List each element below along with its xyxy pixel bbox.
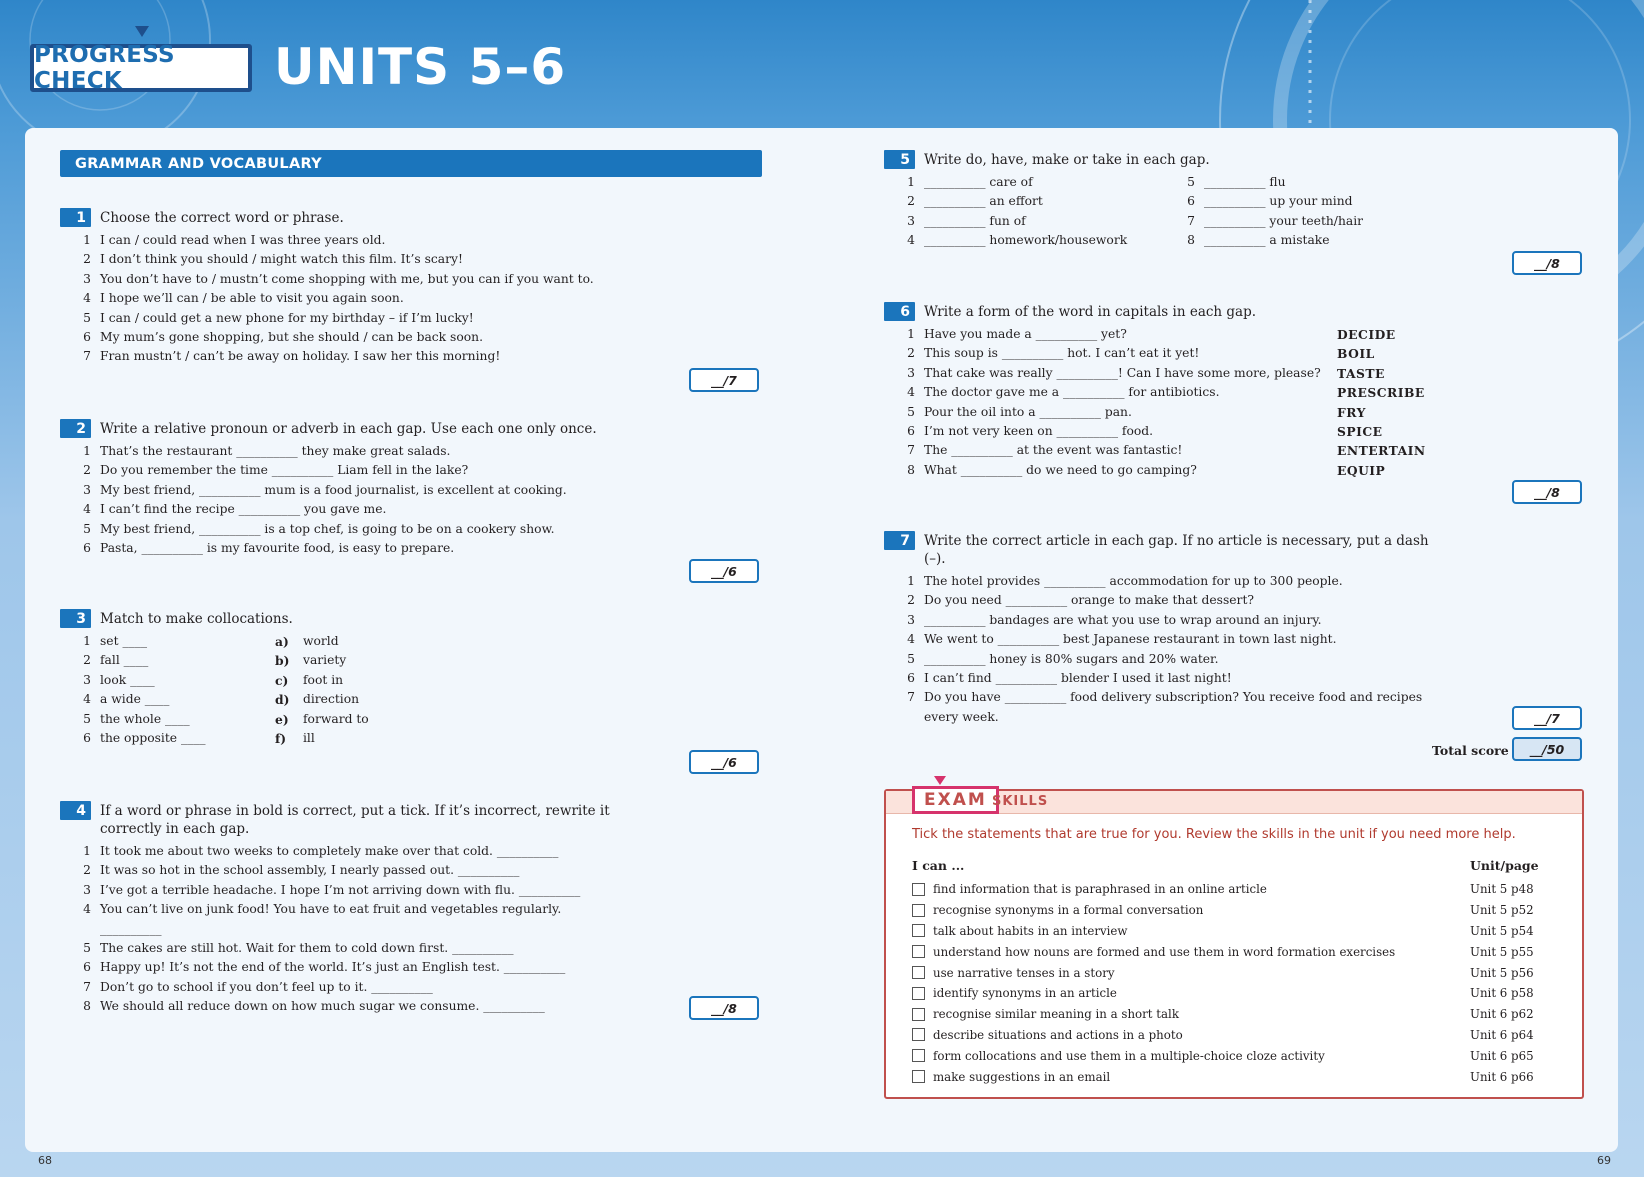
- unit-page: Unit 5 p56: [1470, 965, 1534, 980]
- list-item: [275, 690, 369, 709]
- match-right-column: [275, 632, 369, 748]
- item-text: foot in: [303, 672, 344, 687]
- item-text: the whole ____: [100, 711, 190, 726]
- item-text: I can’t find __________ blender I used it last night!: [924, 671, 1232, 686]
- item-text: __________ fun of: [924, 213, 1026, 228]
- item-number: 3: [907, 612, 915, 627]
- item-text: __________ homework/housework: [924, 233, 1128, 248]
- item-number: 4: [907, 632, 915, 647]
- item-number: c): [275, 672, 289, 688]
- item-number: 2: [907, 593, 915, 608]
- list-item: [60, 309, 760, 328]
- item-number: 7: [1187, 213, 1195, 228]
- checklist-row: [912, 983, 1542, 1004]
- item-text: Do you have __________ food delivery subscription? You receive food and recipes every week.: [924, 690, 1423, 724]
- item-number: 2: [83, 653, 91, 668]
- item-number: d): [275, 692, 290, 708]
- unit-column-header: Unit/page: [1470, 858, 1539, 873]
- item-number: 6: [1187, 194, 1195, 209]
- item-number: 5: [83, 310, 91, 325]
- list-item: [1164, 231, 1363, 250]
- item-number: 2: [907, 346, 915, 361]
- item-text: I can’t find the recipe __________ you gave me.: [100, 502, 387, 517]
- item-text: That cake was really __________! Can I have some more, please?: [924, 365, 1321, 380]
- match-columns: [60, 632, 760, 748]
- item-number: 2: [83, 863, 91, 878]
- item-list: [884, 572, 1444, 727]
- skill-statement: find information that is paraphrased in an online article: [933, 882, 1267, 897]
- item-number: 1: [83, 233, 91, 247]
- skill-statement: use narrative tenses in a story: [933, 965, 1115, 980]
- exercise-instruction: Write the correct article in each gap. If no article is necessary, put a dash (–).: [924, 533, 1429, 567]
- list-item: [60, 958, 620, 977]
- item-text: __________ care of: [924, 175, 1033, 189]
- list-item: [60, 690, 275, 709]
- list-item: [60, 500, 760, 519]
- exam-instruction: Tick the statements that are true for you. Review the skills in the unit if you need more help.: [912, 827, 1516, 842]
- item-number: 4: [83, 502, 91, 517]
- unit-page: Unit 5 p52: [1470, 903, 1534, 918]
- item-text: Pasta, __________ is my favourite food, is easy to prepare.: [100, 541, 455, 556]
- item-list: [884, 325, 1584, 480]
- list-item: [275, 671, 369, 690]
- list-item: [884, 669, 1444, 688]
- checklist-row: [912, 879, 1542, 900]
- item-number: 4: [83, 692, 91, 707]
- list-item: [884, 422, 1584, 441]
- item-number: 7: [83, 349, 91, 364]
- score-box-2[interactable]: __/6: [689, 559, 759, 583]
- exercise-number: 3: [60, 609, 91, 628]
- skill-statement: recognise synonyms in a formal conversation: [933, 903, 1204, 918]
- skill-statement: talk about habits in an interview: [933, 923, 1128, 938]
- capital-word: ENTERTAIN: [1337, 443, 1426, 459]
- list-item: [884, 591, 1444, 610]
- list-item: [1164, 173, 1363, 192]
- item-number: 6: [83, 541, 91, 556]
- item-text: __________ a mistake: [1204, 233, 1330, 248]
- list-item: [60, 997, 620, 1016]
- item-text: My best friend, __________ mum is a food journalist, is excellent at cooking.: [100, 482, 567, 497]
- item-number: 6: [907, 424, 915, 439]
- checklist-header: [912, 857, 1542, 875]
- item-number: e): [275, 711, 289, 727]
- score-box-6[interactable]: __/8: [1512, 480, 1582, 504]
- capital-word: FRY: [1337, 404, 1366, 420]
- checklist-row: [912, 962, 1542, 983]
- item-text: What __________ do we need to go camping?: [924, 462, 1197, 477]
- list-item: [884, 688, 1444, 727]
- list-item: [884, 403, 1584, 422]
- checklist-row: [912, 1045, 1542, 1066]
- exercise-1: [60, 208, 760, 367]
- item-number: 3: [83, 672, 91, 687]
- list-item: [884, 212, 1164, 231]
- item-text: I hope we’ll can / be able to visit you again soon.: [100, 291, 404, 306]
- list-item: [60, 710, 275, 729]
- list-item: [275, 710, 369, 729]
- item-text: forward to: [303, 711, 369, 726]
- list-item: [60, 520, 760, 539]
- exercise-instruction: Write do, have, make or take in each gap.: [924, 152, 1210, 168]
- item-number: 4: [907, 233, 915, 248]
- item-text: You don’t have to / mustn’t come shopping with me, but you can if you want to.: [100, 271, 594, 286]
- checklist-row: [912, 921, 1542, 942]
- list-item: [60, 347, 760, 366]
- checklist-row: [912, 941, 1542, 962]
- capital-word: SPICE: [1337, 424, 1383, 440]
- match-left-column: [60, 632, 275, 748]
- item-text: It took me about two weeks to completely make over that cold. __________: [100, 844, 559, 858]
- unit-page: Unit 5 p48: [1470, 882, 1534, 897]
- list-item: [60, 900, 620, 939]
- item-text: This soup is __________ hot. I can’t eat it yet!: [924, 346, 1200, 361]
- list-item: [275, 729, 369, 748]
- capital-word: PRESCRIBE: [1337, 385, 1425, 401]
- item-number: 1: [83, 844, 91, 858]
- item-number: 7: [907, 443, 915, 458]
- item-list: [60, 442, 760, 558]
- checkbox[interactable]: [912, 1008, 925, 1021]
- score-box-7[interactable]: __/7: [1512, 706, 1582, 730]
- exercise-5: [884, 150, 1584, 251]
- item-number: 7: [907, 690, 915, 705]
- list-item: [60, 270, 760, 289]
- unit-page: Unit 5 p54: [1470, 923, 1534, 938]
- checkbox[interactable]: [912, 1028, 925, 1041]
- checkbox[interactable]: [912, 883, 925, 896]
- exercise-number: 1: [60, 208, 91, 227]
- skill-statement: recognise similar meaning in a short talk: [933, 1007, 1179, 1022]
- skill-statement: understand how nouns are formed and use them in word formation exercises: [933, 944, 1396, 959]
- item-number: 6: [83, 731, 91, 746]
- capital-word: TASTE: [1337, 365, 1385, 381]
- score-box-4[interactable]: __/8: [689, 996, 759, 1020]
- score-box-5[interactable]: __/8: [1512, 251, 1582, 275]
- item-number: 1: [907, 327, 915, 341]
- item-text: We should all reduce down on how much sugar we consume. __________: [100, 999, 545, 1014]
- total-score-box[interactable]: __/50: [1512, 737, 1582, 761]
- item-number: 2: [907, 194, 915, 209]
- list-item: [884, 611, 1444, 630]
- item-text: My mum’s gone shopping, but she should / can be back soon.: [100, 330, 483, 345]
- score-box-3[interactable]: __/6: [689, 750, 759, 774]
- item-number: 3: [907, 213, 915, 228]
- two-column-items: [884, 173, 1584, 251]
- checkbox[interactable]: [912, 904, 925, 917]
- progress-check-badge: PROGRESS CHECK: [30, 44, 252, 92]
- checkbox[interactable]: [912, 987, 925, 1000]
- checkbox[interactable]: [912, 966, 925, 979]
- item-number: 5: [83, 711, 91, 726]
- unit-page: Unit 5 p55: [1470, 944, 1534, 959]
- item-text: ill: [303, 731, 315, 746]
- item-text: We went to __________ best Japanese restaurant in town last night.: [924, 632, 1337, 647]
- exercise-number: 2: [60, 419, 91, 438]
- exercise-2: [60, 419, 760, 558]
- item-text: You can’t live on junk food! You have to eat fruit and vegetables regularly. __________: [100, 902, 562, 936]
- item-number: 8: [1187, 233, 1195, 248]
- list-item: [884, 461, 1584, 480]
- item-number: 5: [907, 651, 915, 666]
- item-number: 5: [83, 941, 91, 956]
- item-text: The hotel provides __________ accommodation for up to 300 people.: [924, 574, 1343, 588]
- item-text: The cakes are still hot. Wait for them to cold down first. __________: [100, 941, 514, 956]
- capital-word: BOIL: [1337, 346, 1375, 362]
- item-text: the opposite ____: [100, 731, 206, 746]
- list-item: [1164, 192, 1363, 211]
- total-score-label: Total score: [1432, 743, 1509, 758]
- unit-page: Unit 6 p62: [1470, 1007, 1534, 1022]
- item-list: [60, 231, 760, 367]
- item-text: direction: [303, 692, 360, 707]
- item-number: 6: [83, 960, 91, 975]
- item-text: __________ bandages are what you use to wrap around an injury.: [924, 612, 1322, 627]
- list-item: [884, 441, 1584, 460]
- item-text: I can / could get a new phone for my birthday – if I’m lucky!: [100, 310, 474, 325]
- item-number: 5: [1187, 175, 1195, 189]
- checkbox[interactable]: [912, 924, 925, 937]
- list-item: [60, 939, 620, 958]
- list-item: [884, 344, 1584, 363]
- item-number: 8: [907, 462, 915, 477]
- item-number: 5: [83, 521, 91, 536]
- item-number: 4: [83, 291, 91, 306]
- exercise-number: 4: [60, 801, 91, 820]
- item-number: 8: [83, 999, 91, 1014]
- list-item: [60, 729, 275, 748]
- item-number: 1: [907, 574, 915, 588]
- item-number: b): [275, 653, 290, 669]
- list-item: [884, 650, 1444, 669]
- item-text: world: [303, 634, 339, 648]
- exercise-instruction: Match to make collocations.: [100, 611, 293, 627]
- skill-statement: describe situations and actions in a photo: [933, 1027, 1183, 1042]
- list-item: [275, 632, 369, 651]
- list-item: [60, 978, 620, 997]
- item-number: 4: [83, 902, 91, 917]
- item-number: 5: [907, 404, 915, 419]
- right-column: [1164, 173, 1363, 251]
- item-text: Don’t go to school if you don’t feel up to it. __________: [100, 979, 433, 994]
- item-text: The doctor gave me a __________ for antibiotics.: [924, 385, 1220, 400]
- checklist-rows: [912, 879, 1542, 1087]
- list-item: [1164, 212, 1363, 231]
- item-text: My best friend, __________ is a top chef, is going to be on a cookery show.: [100, 521, 555, 536]
- left-column: [884, 173, 1164, 251]
- item-number: 2: [83, 252, 91, 267]
- exercise-6: [884, 302, 1584, 480]
- exercise-instruction: Write a relative pronoun or adverb in each gap. Use each one only once.: [100, 421, 597, 437]
- item-text: That’s the restaurant __________ they make great salads.: [100, 444, 451, 458]
- item-text: a wide ____: [100, 692, 170, 707]
- item-text: look ____: [100, 672, 155, 687]
- list-item: [275, 651, 369, 670]
- list-item: [884, 383, 1584, 402]
- list-item: [884, 364, 1584, 383]
- exercise-7: [884, 531, 1444, 727]
- item-text: fall ____: [100, 653, 149, 668]
- marker-arrow-icon: [135, 26, 149, 37]
- list-item: [60, 289, 760, 308]
- item-text: __________ up your mind: [1204, 194, 1353, 209]
- item-number: f): [275, 731, 287, 747]
- exercise-instruction: Choose the correct word or phrase.: [100, 210, 344, 226]
- item-text: Do you need __________ orange to make that dessert?: [924, 593, 1254, 608]
- checkbox[interactable]: [912, 1049, 925, 1062]
- list-item: [884, 192, 1164, 211]
- page-title: UNITS 5–6: [274, 38, 567, 96]
- checkbox[interactable]: [912, 1070, 925, 1083]
- list-item: [60, 539, 760, 558]
- list-item: [60, 328, 760, 347]
- item-text: It was so hot in the school assembly, I nearly passed out. __________: [100, 863, 520, 878]
- checklist-row: [912, 1025, 1542, 1046]
- item-number: a): [275, 634, 289, 649]
- item-number: 3: [83, 271, 91, 286]
- item-text: set ____: [100, 634, 148, 648]
- checklist-row: [912, 900, 1542, 921]
- list-item: [884, 325, 1584, 344]
- list-item: [60, 632, 275, 651]
- item-text: I’ve got a terrible headache. I hope I’m not arriving down with flu. __________: [100, 882, 581, 897]
- list-item: [60, 442, 760, 461]
- item-text: I don’t think you should / might watch this film. It’s scary!: [100, 252, 463, 267]
- exercise-number: 7: [884, 531, 915, 550]
- item-text: __________ an effort: [924, 194, 1043, 209]
- unit-page: Unit 6 p58: [1470, 986, 1534, 1001]
- skills-label: SKILLS: [992, 794, 1049, 809]
- list-item: [60, 231, 760, 250]
- item-number: 3: [83, 482, 91, 497]
- capital-word: DECIDE: [1337, 327, 1396, 342]
- unit-page: Unit 6 p66: [1470, 1069, 1534, 1084]
- item-text: __________ flu: [1204, 175, 1286, 189]
- item-number: 4: [907, 385, 915, 400]
- item-number: 3: [83, 882, 91, 897]
- page-number-right: 69: [1597, 1154, 1611, 1167]
- list-item: [884, 630, 1444, 649]
- item-text: I can / could read when I was three years old.: [100, 233, 386, 247]
- item-text: I’m not very keen on __________ food.: [924, 424, 1154, 439]
- unit-page: Unit 6 p64: [1470, 1027, 1534, 1042]
- item-number: 7: [83, 979, 91, 994]
- list-item: [60, 671, 275, 690]
- item-number: 1: [83, 444, 91, 458]
- item-text: Do you remember the time __________ Liam fell in the lake?: [100, 463, 469, 478]
- item-text: Pour the oil into a __________ pan.: [924, 404, 1132, 419]
- checkbox[interactable]: [912, 945, 925, 958]
- item-text: variety: [303, 653, 347, 668]
- exam-skills-box: [884, 789, 1584, 1099]
- item-text: The __________ at the event was fantastic!: [924, 443, 1183, 458]
- exercise-instruction: Write a form of the word in capitals in each gap.: [924, 304, 1257, 320]
- item-number: 1: [83, 634, 91, 648]
- list-item: [884, 231, 1164, 250]
- exercise-4: [60, 801, 620, 1017]
- exercise-3: [60, 609, 760, 748]
- section-title: GRAMMAR AND VOCABULARY: [60, 150, 762, 177]
- list-item: [60, 881, 620, 900]
- item-list: [60, 842, 620, 1017]
- item-number: 1: [907, 175, 915, 189]
- skills-checklist: [912, 857, 1542, 1087]
- list-item: [884, 173, 1164, 192]
- page-header: [0, 0, 1644, 130]
- item-number: 3: [907, 365, 915, 380]
- list-item: [60, 861, 620, 880]
- item-text: Happy up! It’s not the end of the world. It’s just an English test. __________: [100, 960, 566, 975]
- item-text: Fran mustn’t / can’t be away on holiday. I saw her this morning!: [100, 349, 501, 364]
- exercise-number: 5: [884, 150, 915, 169]
- list-item: [60, 651, 275, 670]
- list-item: [60, 461, 760, 480]
- item-number: 6: [83, 330, 91, 345]
- skill-statement: make suggestions in an email: [933, 1069, 1111, 1084]
- item-text: __________ honey is 80% sugars and 20% water.: [924, 651, 1219, 666]
- item-number: 6: [907, 671, 915, 686]
- list-item: [884, 572, 1444, 591]
- skill-statement: form collocations and use them in a multiple-choice cloze activity: [933, 1048, 1325, 1063]
- list-item: [60, 481, 760, 500]
- exam-marker-icon: [934, 776, 946, 785]
- list-item: [60, 250, 760, 269]
- checklist-row: [912, 1004, 1542, 1025]
- exam-tag: EXAM: [912, 786, 999, 814]
- score-box-1[interactable]: __/7: [689, 368, 759, 392]
- item-text: __________ your teeth/hair: [1204, 213, 1364, 228]
- unit-page: Unit 6 p65: [1470, 1048, 1534, 1063]
- list-item: [60, 842, 620, 861]
- exercise-number: 6: [884, 302, 915, 321]
- page-number-left: 68: [38, 1154, 52, 1167]
- exercise-instruction: If a word or phrase in bold is correct, put a tick. If it’s incorrect, rewrite it correctly in each gap.: [100, 803, 610, 837]
- skill-statement: identify synonyms in an article: [933, 986, 1117, 1001]
- capital-word: EQUIP: [1337, 462, 1386, 478]
- checklist-row: [912, 1066, 1542, 1087]
- statement-column-header: I can ...: [912, 858, 965, 873]
- item-text: Have you made a __________ yet?: [924, 327, 1127, 341]
- item-number: 2: [83, 463, 91, 478]
